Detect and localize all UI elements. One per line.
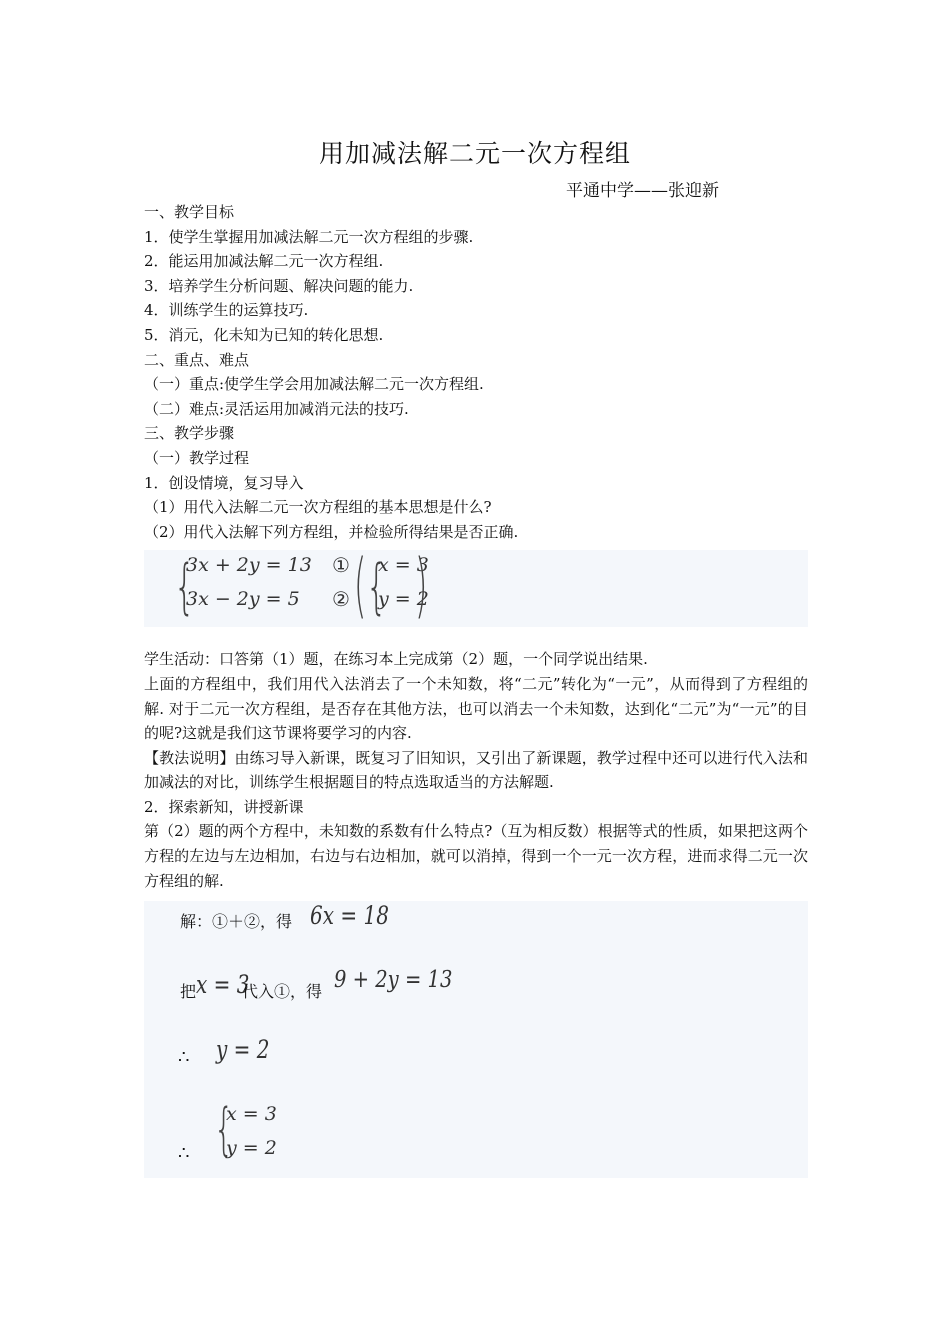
document-body: [144, 200, 808, 1178]
paragraph: 学生活动：口答第（1）题，在练习本上完成第（2）题，一个同学说出结果.: [144, 650, 648, 669]
step-heading: 2．探索新知，讲授新课: [144, 797, 304, 816]
therefore-symbol: ∴: [178, 1047, 190, 1069]
therefore-symbol: ∴: [178, 1143, 190, 1165]
list-item: 2．能运用加减法解二元一次方程组.: [144, 252, 384, 271]
list-item: （一）重点:使学生学会用加减法解二元一次方程组.: [144, 375, 484, 394]
solution-step-2-math-1: x = 3: [196, 970, 250, 1000]
subsection-heading: （一）教学过程: [144, 448, 250, 467]
inner-brace: {: [366, 552, 388, 623]
question: （1）用代入法解二元一次方程组的基本思想是什么?: [144, 498, 492, 517]
step-heading: 1．创设情境，复习导入: [144, 473, 304, 492]
paragraph: 第（2）题的两个方程中，未知数的系数有什么特点?（互为相反数）根据等式的性质，如果把这两个方程的左边与左边相加，右边与右边相加，就可以消掉，得到一个一元一次方程，进而求得二元一次方程组的解.: [144, 822, 808, 890]
paragraph: 上面的方程组中，我们用代入法消去了一个未知数，将“二元”转化为“一元”，从而得到了方程组的解. 对于二元一次方程组，是否存在其他方法，也可以消去一个未知数，达到化“二元”为“一元”的目的呢?这就是我们这节课将要学习的内容.: [144, 674, 808, 743]
list-item: 1．使学生掌握用加减法解二元一次方程组的步骤.: [144, 227, 474, 246]
solution-box: [144, 901, 808, 1178]
page-title: 用加减法解二元一次方程组: [318, 139, 631, 168]
list-item: （二）难点:灵活运用加减消元法的技巧.: [144, 399, 409, 418]
final-brace: {: [214, 1097, 234, 1163]
list-item: 5．消元，化未知为已知的转化思想.: [144, 325, 384, 344]
solution-x: x = 3: [378, 554, 429, 577]
label-1: ①: [332, 553, 350, 578]
list-item: 4．训练学生的运算技巧.: [144, 301, 309, 320]
solution-step-3-math: y = 2: [216, 1035, 270, 1065]
author-line: 平通中学——张迎新: [566, 181, 719, 201]
label-2: ②: [332, 587, 350, 612]
list-item: 3．培养学生分析问题、解决问题的能力.: [144, 276, 414, 295]
solution-step-2-mid: 代入①，得: [242, 982, 323, 1002]
paragraph-note: 【教法说明】由练习导入新课，既复习了旧知识，又引出了新课题，教学过程中还可以进行代入法和加减法的对比，训练学生根据题目的特点选取适当的方法解题.: [144, 748, 808, 792]
equation-system-box: [144, 544, 808, 627]
final-x: x = 3: [226, 1103, 277, 1126]
section-heading: 三、教学步骤: [144, 424, 235, 443]
section-heading: 一、教学目标: [144, 203, 235, 221]
left-paren: (: [354, 544, 367, 627]
solution-step-1-text: 解：①＋②，得: [180, 912, 293, 932]
equation-1: 3x + 2y = 13: [186, 554, 312, 577]
question: （2）用代入法解下列方程组，并检验所得结果是否正确.: [144, 522, 519, 541]
left-brace: {: [174, 552, 196, 623]
solution-step-1-math: 6x = 18: [310, 901, 389, 931]
solution-y: y = 2: [378, 588, 429, 611]
final-y: y = 2: [226, 1137, 277, 1160]
right-paren: ): [415, 544, 428, 627]
equation-2: 3x − 2y = 5: [186, 588, 300, 611]
section-heading: 二、重点、难点: [144, 350, 250, 369]
solution-step-2-pre: 把: [180, 982, 197, 1002]
solution-step-2-math-2: 9 + 2y = 13: [334, 967, 453, 994]
